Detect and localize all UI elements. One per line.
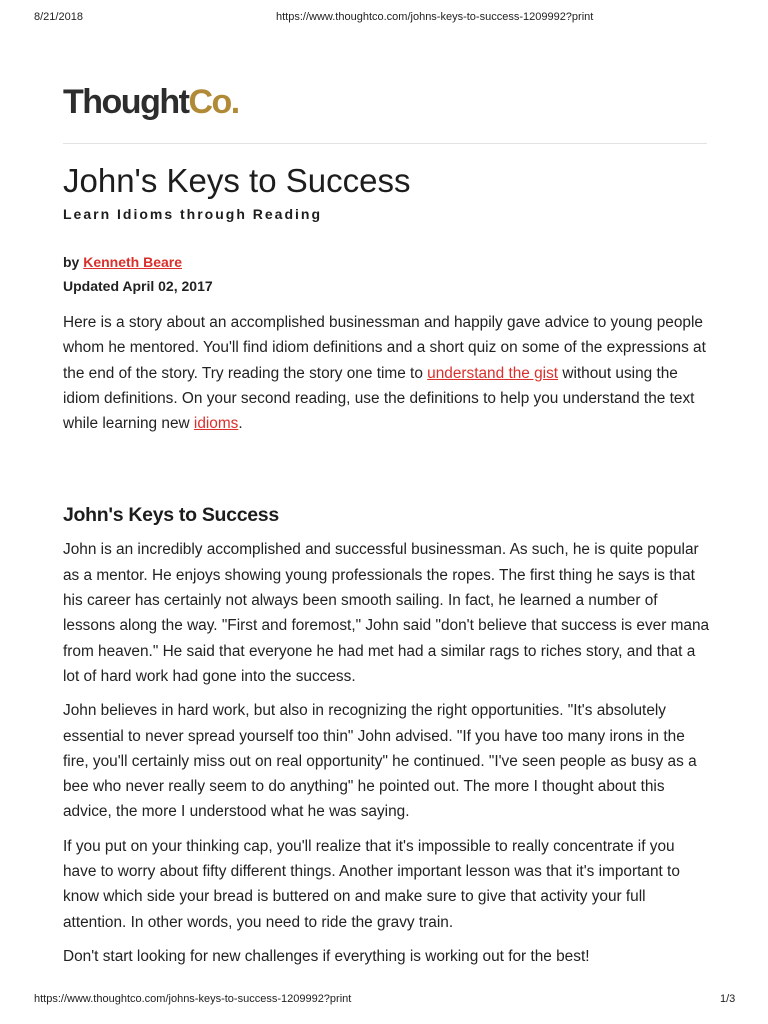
byline (63, 250, 711, 274)
thoughtco-logo[interactable] (63, 83, 239, 122)
footer-url: https://www.thoughtco.com/johns-keys-to-success-1209992?print (34, 993, 352, 1005)
print-date: 8/21/2018 (34, 11, 83, 23)
story-paragraph-4: Don't start looking for new challenges if everything is working out for the best! (63, 947, 590, 965)
author-link[interactable]: Kenneth Beare (83, 254, 183, 270)
story-paragraph-3: If you put on your thinking cap, you'll realize that it's impossible to really concentrate if you have to worry about fifty different things. Another important lesson was that it's important to know which side your bread is buttered on and make sure to give that activity your full attention. In other words, you need to ride the gravy train. (63, 837, 680, 931)
print-url: https://www.thoughtco.com/johns-keys-to-success-1209992?print (276, 11, 594, 23)
header-divider (63, 143, 707, 144)
article-title: John's Keys to Success (63, 162, 411, 199)
intro-text-1: Here is a story about an accomplished businessman and happily gave advice to young people whom he mentored. You'll find idiom definitions and a short quiz on some of the expressions at the end of the story. Try reading the story one time to (63, 314, 706, 382)
intro-text-2: without using the idiom definitions. On your second reading, use the definitions to help you understand the text while learning new (63, 364, 695, 433)
idioms-link[interactable]: idioms (193, 415, 239, 433)
story-paragraph-2: John believes in hard work, but also in recognizing the right opportunities. "It's absolutely essential to never spread yourself too thin" John advised. "If you have too many irons in the fire, you'll certainly miss out on real opportunity" he continued. "I've seen people as busy as a bee who never really seem to do anything" he pointed out. The more I thought about this advice, the more I understood what he was saying. (63, 702, 697, 821)
article-subtitle: Learn Idioms through Reading (63, 206, 323, 222)
logo-text-thought: Thought (63, 83, 189, 121)
logo-text-co: Co. (188, 83, 239, 121)
story-paragraph-1: John is an incredibly accomplished and successful businessman. As such, he is quite popular as a mentor. He enjoys showing young professionals the ropes. The first thing he says is that his career has certainly not always been smooth sailing. In fact, he learned a number of lessons along the way. "First and foremost," John said "don't believe that success is ever mana from heaven." He said that everyone he had met had a similar rags to riches story, and that a lot of hard work had gone into the success. (63, 541, 710, 685)
understand-the-gist-link[interactable]: understand the gist (427, 364, 559, 382)
intro-text-3: . (238, 415, 243, 433)
article (63, 160, 711, 978)
byline-label: by (63, 254, 84, 270)
intro-paragraph (63, 310, 711, 436)
page-number: 1/3 (720, 993, 736, 1005)
updated-date: Updated April 02, 2017 (63, 278, 213, 294)
section-heading: John's Keys to Success (63, 504, 279, 527)
